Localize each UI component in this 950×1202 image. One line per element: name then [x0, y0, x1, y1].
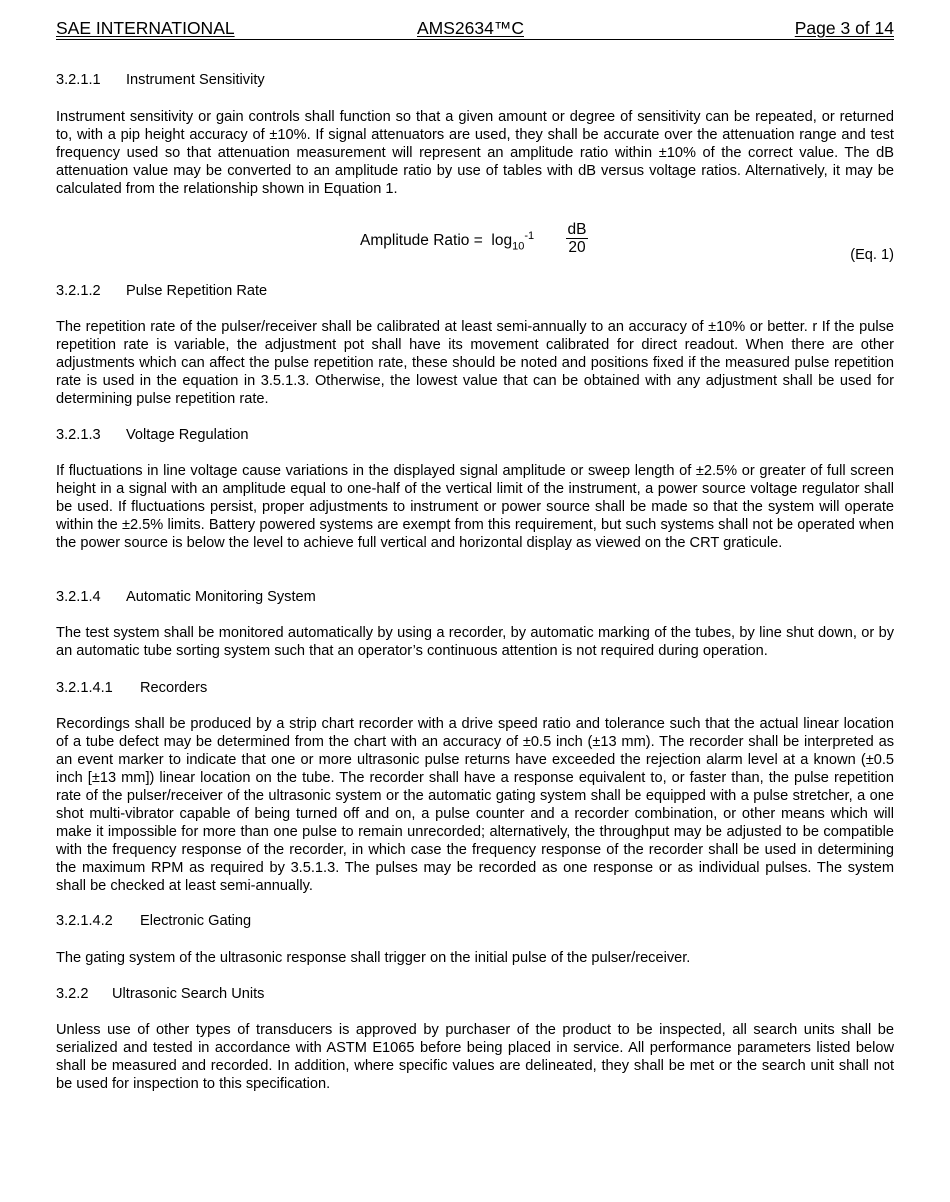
section-title: Instrument Sensitivity	[126, 72, 265, 88]
section-number: 3.2.1.1	[56, 72, 101, 88]
section-heading-3-2-1-3	[56, 426, 249, 444]
equation-lhs: Amplitude Ratio =	[360, 232, 483, 250]
section-heading-3-2-1-4-1	[56, 679, 207, 697]
section-text-3-2-1-4-2: The gating system of the ultrasonic response shall trigger on the initial pulse of the pulser/receiver.	[56, 950, 691, 966]
section-text-3-2-1-4: The test system shall be monitored automatically by using a recorder, by automatic marking of the tubes, by line shut down, or by an automatic tube sorting system such that an operator’s continuous attention is not required during operation.	[56, 625, 894, 659]
section-text-3-2-1-4-1: Recordings shall be produced by a strip chart recorder with a drive speed ratio and tolerance such that the actual linear location of a tube defect may be determined from the chart with an accuracy of ±0.5 inch (±13 mm). The recorder shall be interpreted as an event marker to indicate that one or more ultrasonic pulse returns have exceeded the rejection alarm level at a known (±0.5 inch [±13 mm]) linear location on the tube. The recorder shall have a response equivalent to, or faster than, the pulse repetition rate of the pulser/receiver of the ultrasonic system or the automatic gating system shall be equipped with a pulse stretcher, a one shot multi-vibrator capable of being turned off and on, a pulse counter and a recorder combination, or other means which will make it impossible for more than one pulse to remain unrecorded; alternatively, the throughput may be adjusted to be compatible with the frequency response of the recorder, in which case the frequency response of the recorder shall be used in determining the maximum RPM as required by 3.5.1.3. The pulses may be recorded as one response or as individual pulses. The system shall be checked at least semi-annually.	[56, 716, 894, 894]
section-heading-3-2-1-4-2	[56, 912, 251, 930]
section-text-3-2-1-1: Instrument sensitivity or gain controls shall function so that a given amount or degree of sensitivity can be repeated, or returned to, with a pip height accuracy of ±10%. If signal attenuators are used, they shall be accurate over the attenuation range and test frequency used so that attenuation measurement will represent an amplitude ratio within ±10% of the correct value. The dB attenuation value may be converted to an amplitude ratio by use of tables with dB versus voltage ratios. Alternatively, it may be calculated from the relationship shown in Equation 1.	[56, 109, 894, 197]
section-number: 3.2.1.4.1	[56, 680, 113, 696]
equation-numerator: dB	[567, 221, 587, 238]
section-number: 3.2.1.3	[56, 427, 101, 443]
section-number: 3.2.1.4.2	[56, 913, 113, 929]
section-text-3-2-1-3: If fluctuations in line voltage cause variations in the displayed signal amplitude or sweep length of ±2.5% or greater of full screen height in a signal with an amplitude equal to one-half of the vertical limit of the instrument, a power source voltage regulator shall be used. If fluctuations persist, proper adjustments to instrument or power source shall be made so that the system will operate within the ±2.5% limits. Battery powered systems are exempt from this requirement, but such systems shall not be operated when the power source is below the level to achieve full vertical and horizontal display as viewed on the CRT graticule.	[56, 463, 894, 551]
section-heading-3-2-1-2	[56, 282, 267, 300]
equation-denominator: 20	[568, 239, 586, 256]
section-title: Automatic Monitoring System	[126, 589, 316, 605]
equation-exponent: -1	[524, 230, 535, 242]
section-title: Ultrasonic Search Units	[112, 986, 265, 1002]
section-heading-3-2-1-1	[56, 71, 265, 89]
equation-log-base: 10	[512, 240, 525, 253]
section-number: 3.2.1.4	[56, 589, 101, 605]
section-title: Voltage Regulation	[126, 427, 249, 443]
section-title: Electronic Gating	[140, 913, 252, 929]
section-heading-3-2-2	[56, 985, 264, 1003]
section-number: 3.2.2	[56, 986, 89, 1002]
section-title: Recorders	[140, 680, 208, 696]
header-organization: SAE INTERNATIONAL	[56, 18, 235, 38]
section-heading-3-2-1-4	[56, 588, 316, 606]
section-title: Pulse Repetition Rate	[126, 283, 268, 299]
header-page-number: Page 3 of 14	[794, 18, 894, 38]
section-number: 3.2.1.2	[56, 283, 101, 299]
equation-label: (Eq. 1)	[850, 247, 894, 263]
header-document-number: AMS2634™C	[417, 18, 524, 38]
equation-log: log	[491, 232, 513, 250]
page-header	[56, 17, 894, 40]
section-text-3-2-1-2: The repetition rate of the pulser/receiver shall be calibrated at least semi-annually to an accuracy of ±10% or better. r If the pulse repetition rate is variable, the adjustment pot shall have its movement calibrated for direct readout. When there are other adjustments which can affect the pulse repetition rate, these should be noted and positions fixed if the measured pulse repetition rate is used in the equation in 3.5.1.3. Otherwise, the lowest value that can be obtained with any adjustment shall be used for determining pulse repetition rate.	[56, 319, 894, 407]
section-text-3-2-2: Unless use of other types of transducers is approved by purchaser of the product to be inspected, all search units shall be serialized and tested in accordance with ASTM E1065 before being placed in service. All performance parameters listed below shall be measured and recorded. In addition, where specific values are delineated, they shall be met or the search unit shall not be used for inspection to this specification.	[56, 1022, 894, 1092]
equation-fraction	[566, 221, 588, 257]
